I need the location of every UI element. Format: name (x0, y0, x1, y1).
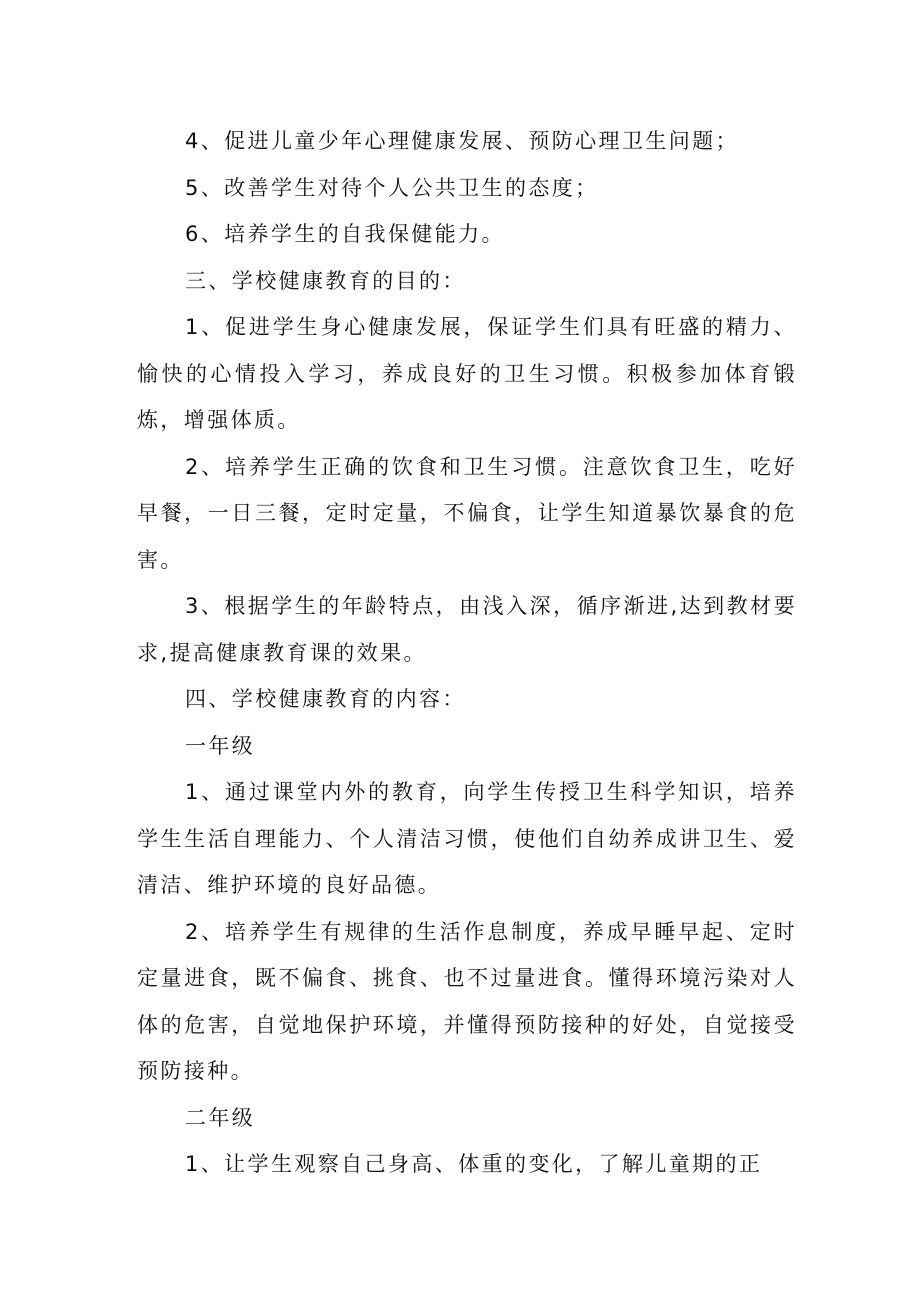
section-heading-purpose: 三、学校健康教育的目的： (185, 268, 466, 293)
grade-heading-1: 一年级 (185, 733, 256, 758)
document-body (137, 118, 797, 1188)
paragraph-grade1-2: 2、培养学生有规律的生活作息制度，养成早睡早起、定时定量进食，既不偏食、挑食、也不过量进食。懂得环境污染对人体的危害，自觉地保护环境，并懂得预防接种的好处，自觉接受预防接种。 (137, 919, 797, 1083)
section-heading-content: 四、学校健康教育的内容： (185, 687, 466, 711)
paragraph-goal-6: 6、培养学生的自我保健能力。 (185, 222, 505, 246)
paragraph-purpose-1: 1、促进学生身心健康发展，保证学生们具有旺盛的精力、愉快的心情投入学习，养成良好的卫生习惯。积极参加体育锻炼，增强体质。 (137, 315, 797, 432)
paragraph-goal-5: 5、改善学生对待个人公共卫生的态度； (185, 175, 599, 200)
paragraph-grade1-1: 1、通过课堂内外的教育，向学生传授卫生科学知识，培养学生生活自理能力、个人清洁习惯，使他们自幼养成讲卫生、爱清洁、维护环境的良好品德。 (137, 780, 797, 897)
paragraph-purpose-2: 2、培养学生正确的饮食和卫生习惯。注意饮食卫生，吃好早餐，一日三餐，定时定量，不偏食，让学生知道暴饮暴食的危害。 (137, 454, 797, 572)
paragraph-goal-4: 4、促进儿童少年心理健康发展、预防心理卫生问题； (185, 129, 739, 153)
grade-heading-2: 二年级 (185, 1105, 256, 1130)
paragraph-grade2-1: 1、让学生观察自己身高、体重的变化，了解儿童期的正 (185, 1152, 763, 1176)
paragraph-purpose-3: 3、根据学生的年龄特点，由浅入深，循序渐进,达到教材要求,提高健康教育课的效果。 (137, 594, 797, 665)
